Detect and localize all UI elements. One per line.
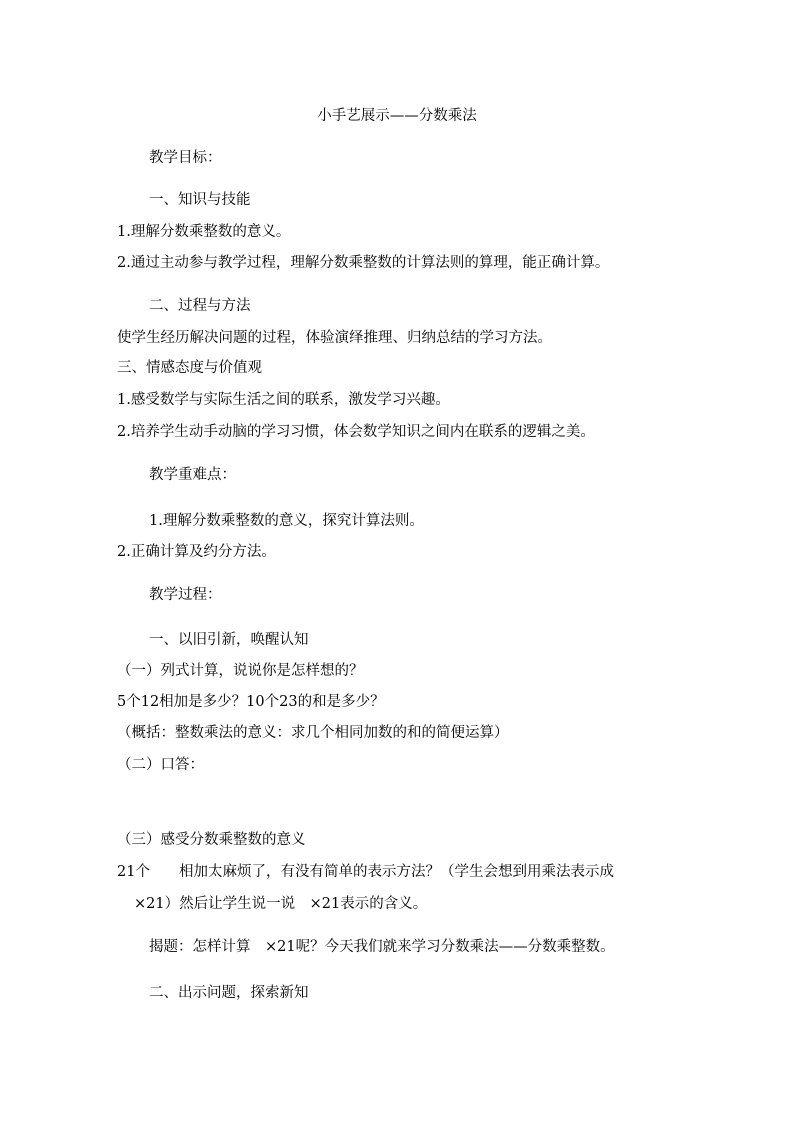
paragraph: （三）感受分数乘整数的意义 (117, 832, 306, 848)
paragraph: 使学生经历解决问题的过程，体验演绎推理、归纳总结的学习方法。 (117, 330, 552, 346)
paragraph: 1.理解分数乘整数的意义，探究计算法则。 (149, 513, 424, 529)
paragraph: （一）列式计算，说说你是怎样想的？ (117, 663, 364, 679)
paragraph: （概括：整数乘法的意义：求几个相同加数的和的简便运算） (117, 725, 509, 741)
paragraph: （二）口答： (117, 757, 204, 773)
subheading-process-methods: 二、过程与方法 (149, 298, 251, 314)
paragraph: 1.理解分数乘整数的意义。 (117, 224, 291, 240)
paragraph: 1.感受数学与实际生活之间的联系，激发学习兴趣。 (117, 392, 450, 408)
subheading-review: 一、以旧引新，唤醒认知 (149, 632, 309, 648)
paragraph: 5个12相加是多少？10个23的和是多少？ (117, 694, 385, 710)
subheading-explore-new: 二、出示问题，探索新知 (149, 985, 309, 1001)
paragraph: 21个 相加太麻烦了，有没有简单的表示方法？（学生会想到用乘法表示成 (117, 864, 614, 880)
paragraph: ×21）然后让学生说一说 ×21表示的含义。 (134, 896, 428, 912)
subheading-knowledge-skills: 一、知识与技能 (149, 192, 251, 208)
paragraph: 2.培养学生动手动脑的学习习惯，体会数学知识之间内在联系的逻辑之美。 (117, 424, 595, 440)
heading-key-difficulties: 教学重难点： (149, 467, 236, 483)
paragraph: 2.通过主动参与教学过程，理解分数乘整数的计算法则的算理，能正确计算。 (117, 255, 610, 271)
subheading-emotion-attitude: 三、情感态度与价值观 (117, 360, 262, 376)
heading-teaching-objectives: 教学目标： (149, 150, 222, 166)
paragraph: 2.正确计算及约分方法。 (117, 544, 276, 560)
document-title: 小手艺展示——分数乘法 (317, 108, 477, 124)
paragraph: 揭题：怎样计算 ×21呢？今天我们就来学习分数乘法——分数乘整数。 (149, 939, 615, 955)
heading-teaching-process: 教学过程： (149, 587, 222, 603)
